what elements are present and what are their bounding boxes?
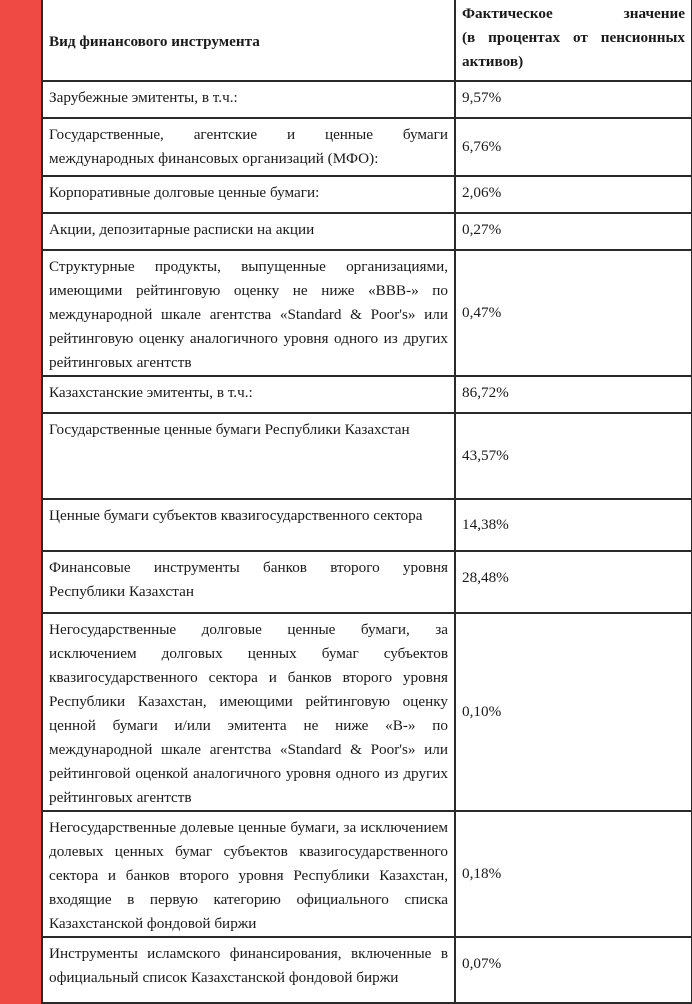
- instrument-value: 0,47%: [455, 250, 692, 376]
- table-row: [42, 499, 692, 551]
- table-row: [42, 213, 692, 250]
- table-row: [42, 551, 692, 613]
- instrument-name: Ценные бумаги субъектов квазигосударственного сектора: [42, 499, 455, 551]
- instrument-value: 28,48%: [455, 551, 692, 613]
- instrument-name: Государственные ценные бумаги Республики Казахстан: [42, 413, 455, 499]
- instrument-value: 0,07%: [455, 937, 692, 1003]
- instrument-name: Негосударственные долговые ценные бумаги, за исключением долговых ценных бумаг субъектов квазигосударственного сектора и банков второго уровня Республики Казахстан, имеющими рейтинговую оценку ценной бумаги и/или эмитента не ниже «B-» по международной шкале агентства «Standard & Poor's» или рейтинговой оценкой аналогичного уровня одного из других рейтинговых агентств: [42, 613, 455, 811]
- table-row: [42, 176, 692, 213]
- instrument-name: Негосударственные долевые ценные бумаги, за исключением долевых ценных бумаг субъектов квазигосударственного сектора и банков второго уровня Республики Казахстан, входящие в первую категорию официального списка Казахстанской фондовой биржи: [42, 811, 455, 937]
- instrument-name: Финансовые инструменты банков второго уровня Республики Казахстан: [42, 551, 455, 613]
- header-actual-value: [455, 0, 692, 81]
- table-header-row: [42, 0, 692, 81]
- table-row: [42, 376, 692, 413]
- table-row: [42, 937, 692, 1003]
- header-value-line3: активов): [462, 53, 524, 70]
- header-value-line1: Фактическое значение: [462, 5, 685, 22]
- header-value-line2: (в процентах от пенсионных: [462, 29, 685, 46]
- instrument-name: Зарубежные эмитенты, в т.ч.:: [42, 81, 455, 118]
- instrument-name: Инструменты исламского финансирования, включенные в официальный список Казахстанской фондовой биржи: [42, 937, 455, 1003]
- instrument-value: 0,10%: [455, 613, 692, 811]
- instrument-name: Корпоративные долговые ценные бумаги:: [42, 176, 455, 213]
- instrument-name: Акции, депозитарные расписки на акции: [42, 213, 455, 250]
- pension-assets-table: [41, 0, 692, 1004]
- table-row: [42, 413, 692, 499]
- instrument-value: 6,76%: [455, 118, 692, 176]
- table-row: [42, 118, 692, 176]
- table-row: [42, 613, 692, 811]
- instrument-value: 2,06%: [455, 176, 692, 213]
- table-row: [42, 81, 692, 118]
- instrument-name: Казахстанские эмитенты, в т.ч.:: [42, 376, 455, 413]
- instrument-name: Государственные, агентские и ценные бумаги международных финансовых организаций (МФО):: [42, 118, 455, 176]
- table-row: [42, 811, 692, 937]
- instrument-name: Структурные продукты, выпущенные организациями, имеющими рейтинговую оценку не ниже «BBB-» по международной шкале агентства «Standard & Poor's» или рейтинговую оценку аналогичного уровня одного из других рейтинговых агентств: [42, 250, 455, 376]
- instrument-value: 0,18%: [455, 811, 692, 937]
- header-instrument-type: Вид финансового инструмента: [42, 0, 455, 81]
- instrument-value: 86,72%: [455, 376, 692, 413]
- instrument-value: 0,27%: [455, 213, 692, 250]
- instrument-value: 14,38%: [455, 499, 692, 551]
- table-row: [42, 250, 692, 376]
- instrument-value: 9,57%: [455, 81, 692, 118]
- instrument-value: 43,57%: [455, 413, 692, 499]
